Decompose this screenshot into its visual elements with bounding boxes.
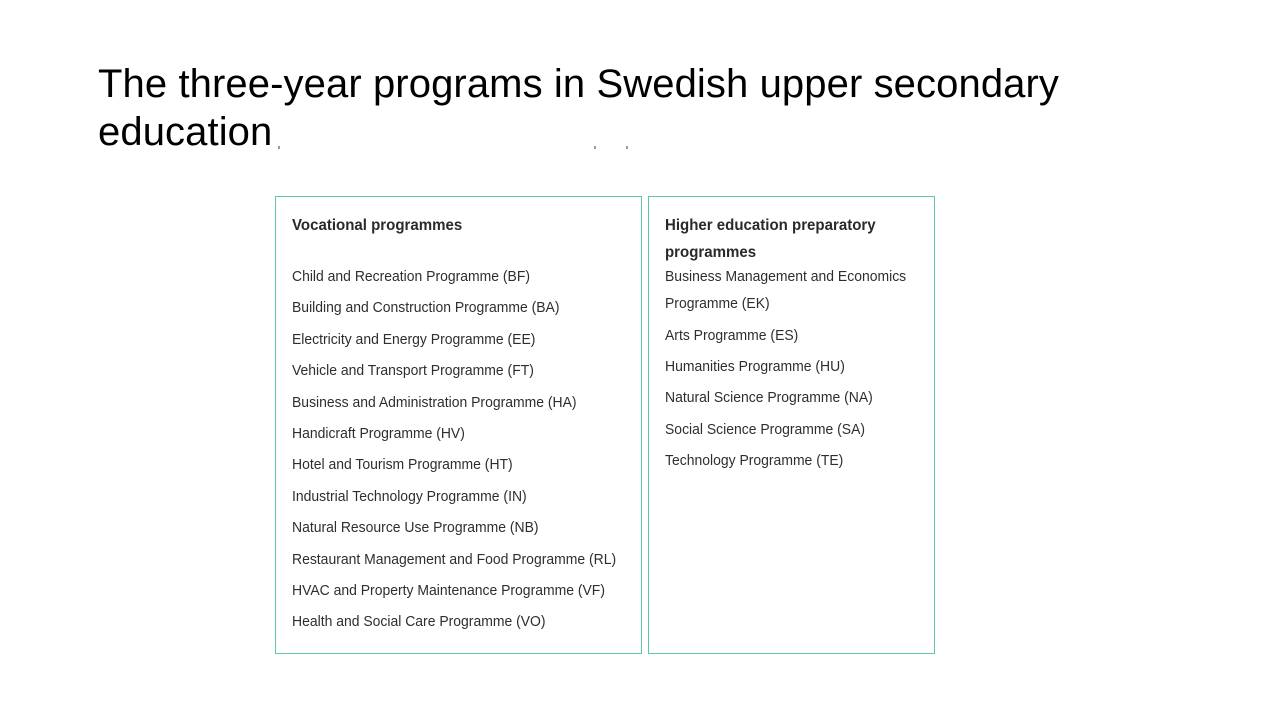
list-item: Hotel and Tourism Programme (HT) [292,456,513,474]
preparatory-list [665,263,945,478]
list-item: Handicraft Programme (HV) [292,424,465,442]
list-item: HVAC and Property Maintenance Programme (VF) [292,581,605,599]
list-item: Natural Resource Use Programme (NB) [292,519,539,537]
list-item: Technology Programme (TE) [665,452,844,470]
list-item: Vehicle and Transport Programme (FT) [292,362,534,380]
list-item: Building and Construction Programme (BA) [292,299,560,317]
list-item: Social Science Programme (SA) [665,420,866,438]
list-item: Natural Science Programme (NA) [665,389,873,407]
preparatory-heading: Higher education preparatory programmes [665,217,876,261]
vocational-heading: Vocational programmes [292,217,463,234]
preparatory-programmes-panel [648,196,935,654]
list-item: Industrial Technology Programme (IN) [292,487,527,505]
list-item: Arts Programme (ES) [665,326,799,344]
list-item: Business Management and Economics Programme (EK) [665,268,907,312]
list-item: Child and Recreation Programme (BF) [292,268,531,285]
list-item: Humanities Programme (HU) [665,357,845,375]
list-item: Restaurant Management and Food Programme (RL) [292,550,617,568]
vocational-programmes-panel [275,196,642,654]
slide-title: The three-year programs in Swedish upper secondary education [98,62,1060,154]
list-item: Health and Social Care Programme (VO) [292,613,546,631]
list-item: Electricity and Energy Programme (EE) [292,330,536,348]
scan-artifact [276,140,636,152]
list-item: Business and Administration Programme (HA) [292,393,577,411]
vocational-list [292,263,641,640]
